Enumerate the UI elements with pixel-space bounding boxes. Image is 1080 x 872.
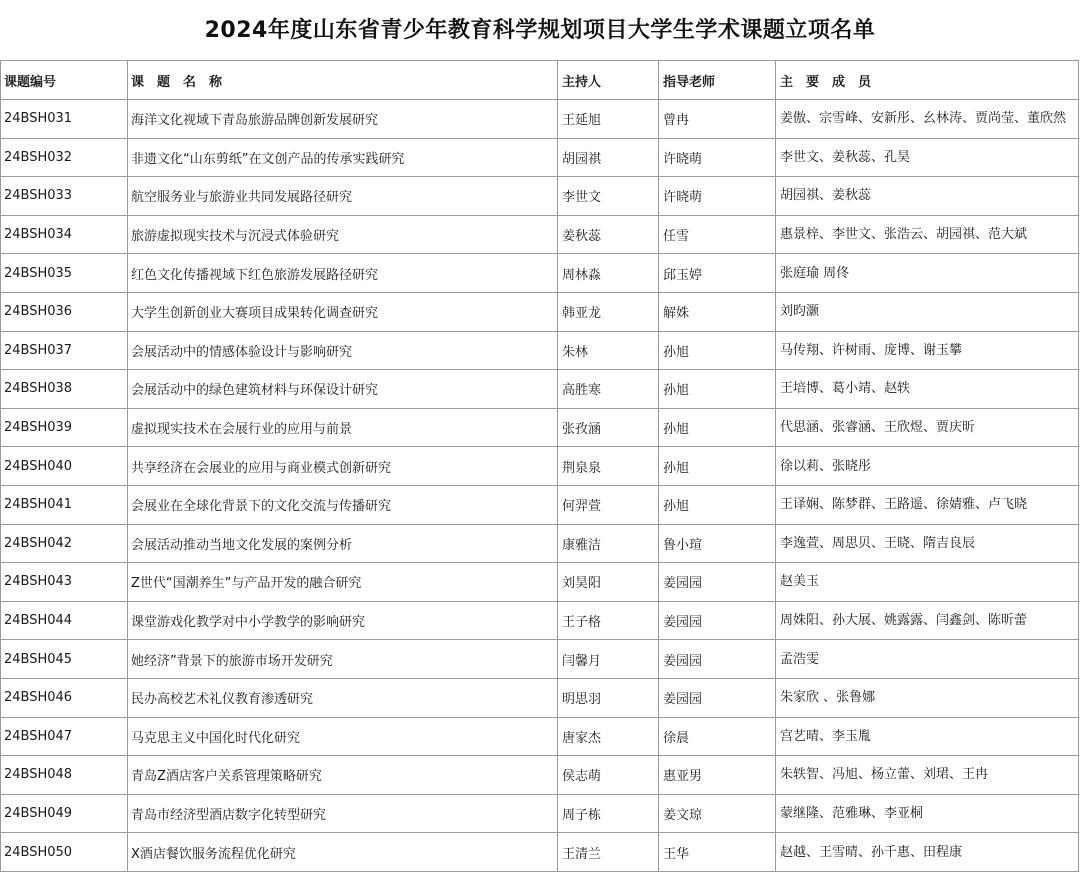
- cell-members: 刘昀灏: [776, 292, 1079, 331]
- table-row: [1, 215, 1079, 254]
- cell-code: 24BSH041: [1, 485, 128, 524]
- cell-code: 24BSH033: [1, 177, 128, 216]
- cell-members: 张庭瑜 周佟: [776, 254, 1079, 293]
- cell-advisor: 孙旭: [659, 408, 776, 447]
- cell-host: 荆泉泉: [558, 447, 659, 486]
- cell-advisor: 孙旭: [659, 447, 776, 486]
- cell-code: 24BSH046: [1, 678, 128, 717]
- cell-advisor: 惠亚男: [659, 756, 776, 795]
- header-members: 主 要 成 员: [776, 61, 1079, 100]
- cell-host: 张孜涵: [558, 408, 659, 447]
- cell-advisor: 姜园园: [659, 601, 776, 640]
- cell-members: 马传翔、许树雨、庞博、谢玉攀: [776, 331, 1079, 370]
- cell-host: 姜秋蕊: [558, 215, 659, 254]
- cell-name: 虚拟现实技术在会展行业的应用与前景: [128, 408, 558, 447]
- cell-name: 青岛市经济型酒店数字化转型研究: [128, 794, 558, 833]
- cell-host: 明思羽: [558, 678, 659, 717]
- cell-members: 蒙继隆、范雅琳、李亚桐: [776, 794, 1079, 833]
- table-row: [1, 640, 1079, 679]
- table-row: [1, 563, 1079, 602]
- cell-advisor: 鲁小瑄: [659, 524, 776, 563]
- cell-members: 胡园祺、姜秋蕊: [776, 177, 1079, 216]
- cell-code: 24BSH050: [1, 833, 128, 872]
- page-title: 2024年度山东省青少年教育科学规划项目大学生学术课题立项名单: [204, 18, 876, 43]
- cell-members: 惠景梓、李世文、张浩云、胡园祺、范大斌: [776, 215, 1079, 254]
- cell-name: 海洋文化视域下青岛旅游品牌创新发展研究: [128, 100, 558, 139]
- cell-name: 她经济”背景下的旅游市场开发研究: [128, 640, 558, 679]
- header-advisor: 指导老师: [659, 61, 776, 100]
- cell-advisor: 孙旭: [659, 370, 776, 409]
- cell-advisor: 任雪: [659, 215, 776, 254]
- cell-name: X酒店餐饮服务流程优化研究: [128, 833, 558, 872]
- cell-code: 24BSH048: [1, 756, 128, 795]
- table-row: [1, 447, 1079, 486]
- cell-members: 朱家欣 、张鲁娜: [776, 678, 1079, 717]
- cell-host: 朱林: [558, 331, 659, 370]
- cell-advisor: 许晓萌: [659, 138, 776, 177]
- cell-host: 闫馨月: [558, 640, 659, 679]
- cell-members: 周姝阳、孙大展、姚露露、闫鑫剑、陈昕蕾: [776, 601, 1079, 640]
- cell-advisor: 姜文琼: [659, 794, 776, 833]
- cell-advisor: 曾冉: [659, 100, 776, 139]
- table-row: [1, 254, 1079, 293]
- table-row: [1, 601, 1079, 640]
- cell-code: 24BSH047: [1, 717, 128, 756]
- cell-name: Z世代“国潮养生”与产品开发的融合研究: [128, 563, 558, 602]
- cell-host: 王清兰: [558, 833, 659, 872]
- cell-host: 侯志萌: [558, 756, 659, 795]
- cell-host: 胡园祺: [558, 138, 659, 177]
- table-row: [1, 138, 1079, 177]
- cell-host: 刘昊阳: [558, 563, 659, 602]
- cell-name: 民办高校艺术礼仪教育渗透研究: [128, 678, 558, 717]
- cell-code: 24BSH049: [1, 794, 128, 833]
- table-header-row: [1, 61, 1079, 100]
- cell-code: 24BSH043: [1, 563, 128, 602]
- cell-name: 课堂游戏化教学对中小学教学的影响研究: [128, 601, 558, 640]
- header-code: 课题编号: [1, 61, 128, 100]
- cell-advisor: 姜园园: [659, 563, 776, 602]
- table-body: [1, 100, 1079, 872]
- cell-code: 24BSH031: [1, 100, 128, 139]
- cell-name: 马克思主义中国化时代化研究: [128, 717, 558, 756]
- cell-name: 会展活动中的情感体验设计与影响研究: [128, 331, 558, 370]
- cell-host: 李世文: [558, 177, 659, 216]
- cell-advisor: 邱玉婷: [659, 254, 776, 293]
- cell-members: 王培博、葛小靖、赵轶: [776, 370, 1079, 409]
- cell-host: 何羿萱: [558, 485, 659, 524]
- cell-name: 非遗文化“山东剪纸”在文创产品的传承实践研究: [128, 138, 558, 177]
- table-row: [1, 408, 1079, 447]
- header-host: 主持人: [558, 61, 659, 100]
- cell-code: 24BSH038: [1, 370, 128, 409]
- cell-advisor: 姜园园: [659, 640, 776, 679]
- cell-code: 24BSH039: [1, 408, 128, 447]
- cell-members: 徐以莉、张晓彤: [776, 447, 1079, 486]
- cell-advisor: 孙旭: [659, 485, 776, 524]
- cell-name: 会展活动中的绿色建筑材料与环保设计研究: [128, 370, 558, 409]
- header-name: 课 题 名 称: [128, 61, 558, 100]
- cell-host: 王延旭: [558, 100, 659, 139]
- cell-members: 李逸萱、周思贝、王晓、隋吉良辰: [776, 524, 1079, 563]
- cell-code: 24BSH036: [1, 292, 128, 331]
- table-row: [1, 524, 1079, 563]
- table-row: [1, 370, 1079, 409]
- cell-name: 会展活动推动当地文化发展的案例分析: [128, 524, 558, 563]
- cell-advisor: 孙旭: [659, 331, 776, 370]
- table-row: [1, 794, 1079, 833]
- cell-code: 24BSH037: [1, 331, 128, 370]
- cell-code: 24BSH040: [1, 447, 128, 486]
- table-row: [1, 485, 1079, 524]
- table-row: [1, 717, 1079, 756]
- cell-advisor: 王华: [659, 833, 776, 872]
- table-row: [1, 177, 1079, 216]
- cell-name: 会展业在全球化背景下的文化交流与传播研究: [128, 485, 558, 524]
- cell-code: 24BSH034: [1, 215, 128, 254]
- cell-name: 红色文化传播视域下红色旅游发展路径研究: [128, 254, 558, 293]
- cell-members: 赵美玉: [776, 563, 1079, 602]
- cell-advisor: 解姝: [659, 292, 776, 331]
- cell-members: 孟浩雯: [776, 640, 1079, 679]
- cell-members: 王译娴、陈梦群、王路遥、徐婧雅、卢飞晓: [776, 485, 1079, 524]
- cell-name: 航空服务业与旅游业共同发展路径研究: [128, 177, 558, 216]
- cell-code: 24BSH042: [1, 524, 128, 563]
- cell-host: 周子栋: [558, 794, 659, 833]
- cell-advisor: 姜园园: [659, 678, 776, 717]
- cell-host: 韩亚龙: [558, 292, 659, 331]
- cell-members: 姜傲、宗雪峰、安新彤、幺林涛、贾尚莹、董欣然: [776, 100, 1079, 139]
- table-row: [1, 756, 1079, 795]
- cell-advisor: 徐晨: [659, 717, 776, 756]
- cell-name: 旅游虚拟现实技术与沉浸式体验研究: [128, 215, 558, 254]
- cell-host: 王子格: [558, 601, 659, 640]
- cell-code: 24BSH045: [1, 640, 128, 679]
- cell-name: 大学生创新创业大赛项目成果转化调查研究: [128, 292, 558, 331]
- cell-members: 朱轶智、冯旭、杨立蕾、刘珺、王冉: [776, 756, 1079, 795]
- cell-name: 青岛Z酒店客户关系管理策略研究: [128, 756, 558, 795]
- cell-host: 康雅洁: [558, 524, 659, 563]
- cell-code: 24BSH035: [1, 254, 128, 293]
- cell-members: 宫艺晴、李玉胤: [776, 717, 1079, 756]
- table-row: [1, 100, 1079, 139]
- project-table: [0, 60, 1079, 872]
- table-row: [1, 331, 1079, 370]
- cell-members: 代思涵、张睿涵、王欣煜、贾庆昕: [776, 408, 1079, 447]
- cell-host: 周林淼: [558, 254, 659, 293]
- cell-code: 24BSH032: [1, 138, 128, 177]
- cell-code: 24BSH044: [1, 601, 128, 640]
- cell-host: 高胜寒: [558, 370, 659, 409]
- cell-name: 共享经济在会展业的应用与商业模式创新研究: [128, 447, 558, 486]
- cell-members: 赵越、王雪晴、孙千惠、田程康: [776, 833, 1079, 872]
- cell-members: 李世文、姜秋蕊、孔昊: [776, 138, 1079, 177]
- cell-advisor: 许晓萌: [659, 177, 776, 216]
- table-row: [1, 678, 1079, 717]
- cell-host: 唐家杰: [558, 717, 659, 756]
- table-row: [1, 292, 1079, 331]
